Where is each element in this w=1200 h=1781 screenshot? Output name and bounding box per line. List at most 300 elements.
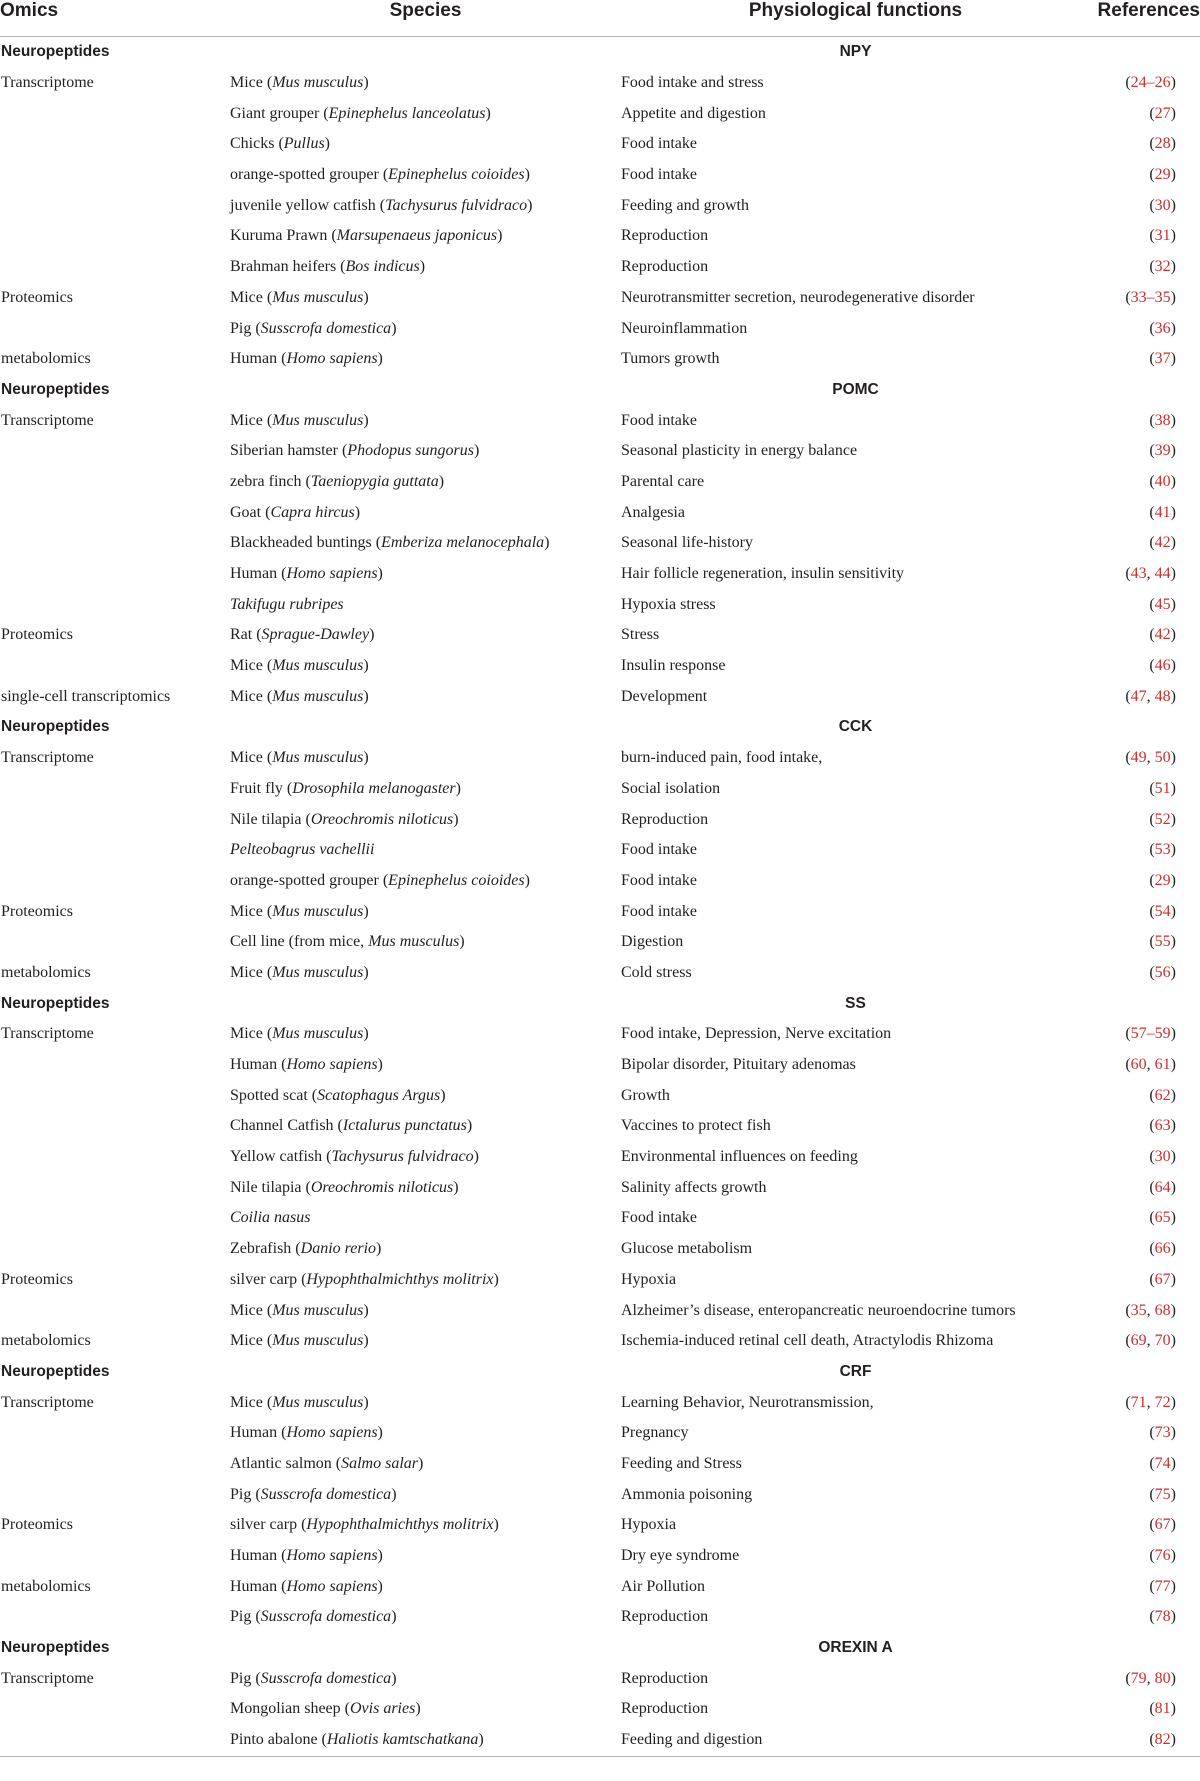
table-row — [0, 804, 1200, 835]
ref-paren: ) — [1170, 1393, 1176, 1411]
references-cell — [1090, 774, 1200, 805]
table-row — [0, 1479, 1200, 1510]
table-row — [0, 1111, 1200, 1142]
function-cell: Feeding and growth — [621, 196, 749, 214]
reference-link[interactable]: 79 — [1130, 1669, 1147, 1687]
ref-paren: ) — [1170, 657, 1176, 675]
reference-link[interactable]: 65 — [1154, 1209, 1171, 1227]
omics-cell — [0, 1725, 230, 1756]
reference-link[interactable]: 75 — [1154, 1485, 1171, 1503]
species-scientific-name: Danio rerio — [300, 1240, 377, 1258]
species-suffix: ) — [459, 933, 465, 951]
references-cell — [1090, 1418, 1200, 1449]
species-cell — [230, 283, 621, 314]
reference-link[interactable]: 37 — [1154, 350, 1171, 368]
ref-paren: ( — [1125, 1301, 1131, 1319]
ref-paren: ) — [1170, 1056, 1176, 1074]
species-suffix: ) — [455, 779, 461, 797]
references-cell — [1090, 1050, 1200, 1081]
reference-link[interactable]: 53 — [1154, 841, 1171, 859]
species-common-name: Atlantic salmon ( — [230, 1454, 342, 1472]
omics-cell — [0, 221, 230, 252]
reference-link[interactable]: 66 — [1154, 1240, 1171, 1258]
ref-separator: , — [1146, 1056, 1155, 1074]
ref-paren: ( — [1149, 1454, 1155, 1472]
reference-link[interactable]: 57–59 — [1130, 1025, 1171, 1043]
species-common-name: orange-spotted grouper ( — [230, 166, 389, 184]
ref-separator: , — [1146, 687, 1155, 705]
ref-paren: ( — [1125, 1669, 1131, 1687]
section-label: Neuropeptides — [1, 43, 110, 61]
species-suffix: ) — [466, 1117, 473, 1135]
ref-paren: ( — [1149, 319, 1155, 337]
ref-paren: ) — [1170, 74, 1176, 92]
function-cell: Ischemia-induced retinal cell death, Atractylodis Rhizoma — [621, 1332, 994, 1350]
neuropeptide-name: CRF — [839, 1362, 872, 1380]
species-common-name: Mice ( — [230, 288, 273, 306]
references-cell — [1090, 681, 1200, 712]
reference-link[interactable]: 72 — [1154, 1393, 1171, 1411]
species-cell — [230, 1111, 621, 1142]
omics-cell — [0, 313, 230, 344]
reference-link[interactable]: 28 — [1154, 135, 1171, 153]
reference-link[interactable]: 61 — [1154, 1056, 1171, 1074]
ref-paren: ( — [1149, 1209, 1155, 1227]
function-cell: Growth — [621, 1086, 670, 1104]
species-suffix: ) — [524, 166, 530, 184]
table-row — [0, 160, 1200, 191]
references-cell — [1090, 1602, 1200, 1633]
ref-paren: ) — [1170, 1516, 1176, 1534]
reference-link[interactable]: 43 — [1130, 565, 1147, 583]
neuropeptide-name: CCK — [838, 718, 873, 736]
omics-cell: Transcriptome — [1, 1025, 94, 1043]
ref-paren: ) — [1170, 319, 1176, 337]
section-header-row — [0, 1633, 1200, 1664]
species-cell — [230, 221, 621, 252]
ref-paren: ( — [1149, 1424, 1155, 1442]
references-cell — [1090, 896, 1200, 927]
species-scientific-name: Tachysurus fulvidraco — [331, 1148, 474, 1166]
ref-paren: ) — [1170, 166, 1176, 184]
ref-separator: , — [1146, 565, 1155, 583]
species-scientific-name: Scatophagus Argus — [317, 1086, 441, 1104]
species-suffix: ) — [363, 288, 369, 306]
reference-link[interactable]: 67 — [1154, 1516, 1171, 1534]
table-row — [0, 1050, 1200, 1081]
ref-paren: ( — [1149, 626, 1155, 644]
reference-link[interactable]: 82 — [1154, 1731, 1171, 1749]
species-suffix: ) — [473, 1148, 479, 1166]
species-common-name: Siberian hamster ( — [230, 442, 348, 460]
ref-paren: ) — [1170, 258, 1176, 276]
omics-cell — [0, 1418, 230, 1449]
table-row — [0, 528, 1200, 559]
function-cell: Reproduction — [621, 1669, 709, 1687]
reference-link[interactable]: 36 — [1154, 319, 1171, 337]
reference-link[interactable]: 42 — [1154, 626, 1171, 644]
species-scientific-name: Mus musculus — [272, 1393, 364, 1411]
omics-cell — [0, 1172, 230, 1203]
species-common-name: Human ( — [230, 565, 287, 583]
species-scientific-name: Mus musculus — [368, 933, 460, 951]
table-row — [0, 1725, 1200, 1756]
species-scientific-name: Salmo salar — [341, 1454, 418, 1472]
species-common-name: silver carp ( — [230, 1270, 307, 1288]
table-row — [0, 1571, 1200, 1602]
species-common-name: Human ( — [230, 350, 287, 368]
reference-link[interactable]: 67 — [1154, 1270, 1171, 1288]
function-cell: Glucose metabolism — [621, 1240, 753, 1258]
ref-separator: , — [1146, 1301, 1155, 1319]
species-scientific-name: Pullus — [283, 135, 325, 153]
reference-link[interactable]: 46 — [1154, 657, 1171, 675]
function-cell: Food intake — [621, 166, 697, 184]
species-scientific-name: Homo sapiens — [286, 1547, 378, 1565]
function-cell: Food intake — [621, 841, 697, 859]
omics-cell — [0, 436, 230, 467]
ref-paren: ) — [1170, 1731, 1176, 1749]
species-suffix: ) — [391, 319, 397, 337]
ref-paren: ( — [1149, 902, 1155, 920]
reference-link[interactable]: 44 — [1154, 565, 1171, 583]
ref-paren: ) — [1170, 902, 1176, 920]
table-row — [0, 1602, 1200, 1633]
reference-link[interactable]: 52 — [1154, 810, 1171, 828]
species-scientific-name: Pelteobagrus vachellii — [230, 841, 375, 859]
section-spacer — [1090, 37, 1200, 68]
references-cell — [1090, 1234, 1200, 1265]
ref-paren: ( — [1149, 135, 1155, 153]
species-common-name: Channel Catfish ( — [230, 1117, 343, 1135]
species-common-name: Mice ( — [230, 687, 273, 705]
species-cell — [230, 1050, 621, 1081]
ref-paren: ( — [1149, 227, 1155, 245]
species-scientific-name: Mus musculus — [272, 288, 364, 306]
reference-link[interactable]: 30 — [1154, 196, 1171, 214]
species-suffix: ) — [493, 1516, 499, 1534]
function-cell: Bipolar disorder, Pituitary adenomas — [621, 1056, 856, 1074]
omics-cell: Transcriptome — [1, 411, 94, 429]
reference-link[interactable]: 55 — [1154, 933, 1171, 951]
reference-link[interactable]: 29 — [1154, 166, 1171, 184]
reference-link[interactable]: 38 — [1154, 411, 1171, 429]
reference-link[interactable]: 29 — [1154, 871, 1171, 889]
species-common-name: Mice ( — [230, 411, 273, 429]
species-scientific-name: Phodopus sungorus — [347, 442, 474, 460]
reference-link[interactable]: 56 — [1154, 963, 1171, 981]
reference-link[interactable]: 78 — [1154, 1608, 1171, 1626]
species-cell — [230, 1663, 621, 1694]
species-suffix: ) — [391, 1485, 397, 1503]
reference-link[interactable]: 39 — [1154, 442, 1171, 460]
reference-link[interactable]: 27 — [1154, 104, 1171, 122]
function-cell: Food intake, Depression, Nerve excitation — [621, 1025, 892, 1043]
reference-link[interactable]: 31 — [1154, 227, 1171, 245]
table-row — [0, 436, 1200, 467]
function-cell: Hypoxia — [621, 1270, 677, 1288]
ref-paren: ) — [1170, 350, 1176, 368]
table-row — [0, 589, 1200, 620]
table-row — [0, 774, 1200, 805]
species-scientific-name: Susscrofa domestica — [260, 1608, 392, 1626]
table-row — [0, 1203, 1200, 1234]
species-scientific-name: Epinephelus coioides — [388, 166, 525, 184]
species-cell — [230, 804, 621, 835]
neuropeptide-name: OREXIN A — [818, 1639, 893, 1657]
table-row — [0, 743, 1200, 774]
reference-link[interactable]: 30 — [1154, 1148, 1171, 1166]
reference-link[interactable]: 80 — [1154, 1669, 1171, 1687]
ref-paren: ) — [1170, 810, 1176, 828]
species-scientific-name: Mus musculus — [272, 74, 364, 92]
ref-paren: ( — [1149, 1117, 1155, 1135]
function-cell: Vaccines to protect fish — [621, 1117, 771, 1135]
omics-cell: Proteomics — [1, 288, 73, 306]
ref-paren: ( — [1149, 1547, 1155, 1565]
omics-cell — [0, 160, 230, 191]
table-row — [0, 651, 1200, 682]
reference-link[interactable]: 35 — [1130, 1301, 1147, 1319]
species-scientific-name: Epinephelus lanceolatus — [328, 104, 486, 122]
function-cell: Insulin response — [621, 657, 726, 675]
species-scientific-name: Mus musculus — [272, 1025, 364, 1043]
ref-paren: ( — [1149, 871, 1155, 889]
species-suffix: ) — [493, 1270, 499, 1288]
species-cell — [230, 1418, 621, 1449]
function-cell: Food intake — [621, 411, 697, 429]
species-common-name: Mice ( — [230, 1332, 273, 1350]
reference-link[interactable]: 49 — [1130, 749, 1147, 767]
omics-cell — [0, 1203, 230, 1234]
species-suffix: ) — [527, 196, 533, 214]
references-cell — [1090, 497, 1200, 528]
ref-paren: ( — [1149, 166, 1155, 184]
table-row — [0, 68, 1200, 99]
reference-link[interactable]: 48 — [1154, 687, 1171, 705]
species-cell — [230, 313, 621, 344]
reference-link[interactable]: 32 — [1154, 258, 1171, 276]
references-cell — [1090, 1142, 1200, 1173]
ref-paren: ( — [1125, 749, 1131, 767]
references-cell — [1090, 436, 1200, 467]
table-row — [0, 1080, 1200, 1111]
ref-paren: ( — [1149, 933, 1155, 951]
reference-link[interactable]: 24–26 — [1130, 74, 1171, 92]
function-cell: Tumors growth — [621, 350, 720, 368]
species-common-name: Nile tilapia ( — [230, 810, 311, 828]
reference-link[interactable]: 40 — [1154, 472, 1171, 490]
section-header-row — [0, 375, 1200, 406]
species-common-name: Human ( — [230, 1577, 287, 1595]
reference-link[interactable]: 41 — [1154, 503, 1171, 521]
species-scientific-name: Sprague-Dawley — [261, 626, 370, 644]
species-common-name: Human ( — [230, 1424, 287, 1442]
ref-paren: ( — [1149, 841, 1155, 859]
reference-link[interactable]: 63 — [1154, 1117, 1171, 1135]
reference-link[interactable]: 81 — [1154, 1700, 1171, 1718]
species-suffix: ) — [377, 565, 383, 583]
species-scientific-name: Haliotis kamtschatkana — [326, 1731, 479, 1749]
ref-paren: ( — [1149, 595, 1155, 613]
species-cell — [230, 190, 621, 221]
references-cell — [1090, 1694, 1200, 1725]
references-cell — [1090, 190, 1200, 221]
table-row — [0, 98, 1200, 129]
header-omics: Omics — [0, 0, 230, 37]
species-cell — [230, 467, 621, 498]
section-header-row — [0, 988, 1200, 1019]
function-cell: Hypoxia — [621, 1516, 677, 1534]
reference-link[interactable]: 50 — [1154, 749, 1171, 767]
table-row — [0, 1449, 1200, 1480]
ref-paren: ( — [1149, 1086, 1155, 1104]
species-suffix: ) — [497, 227, 503, 245]
omics-cell — [0, 1541, 230, 1572]
function-cell: Hair follicle regeneration, insulin sensitivity — [621, 565, 905, 583]
reference-link[interactable]: 54 — [1154, 902, 1171, 920]
omics-cell: Transcriptome — [1, 1393, 94, 1411]
function-cell: Feeding and Stress — [621, 1454, 742, 1472]
omics-cell: Proteomics — [1, 626, 73, 644]
omics-cell — [0, 190, 230, 221]
references-cell — [1090, 1019, 1200, 1050]
function-cell: Digestion — [621, 933, 684, 951]
table-row — [0, 620, 1200, 651]
species-scientific-name: Coilia nasus — [230, 1209, 311, 1227]
table-row — [0, 405, 1200, 436]
table-row — [0, 1326, 1200, 1357]
reference-link[interactable]: 71 — [1130, 1393, 1147, 1411]
ref-paren: ) — [1170, 135, 1176, 153]
species-common-name: Giant grouper ( — [230, 104, 329, 122]
function-cell: Feeding and digestion — [621, 1725, 1090, 1756]
ref-paren: ) — [1170, 1025, 1176, 1043]
omics-cell — [0, 129, 230, 160]
species-cell — [230, 835, 621, 866]
species-common-name: Zebrafish ( — [230, 1240, 301, 1258]
species-scientific-name: Mus musculus — [272, 963, 364, 981]
species-cell — [230, 528, 621, 559]
omics-cell — [0, 1111, 230, 1142]
references-cell — [1090, 559, 1200, 590]
reference-link[interactable]: 70 — [1154, 1332, 1171, 1350]
section-spacer — [230, 712, 621, 743]
species-common-name: Mice ( — [230, 749, 273, 767]
species-scientific-name: Homo sapiens — [286, 350, 378, 368]
reference-link[interactable]: 51 — [1154, 779, 1171, 797]
reference-link[interactable]: 62 — [1154, 1086, 1171, 1104]
reference-link[interactable]: 42 — [1154, 534, 1171, 552]
ref-paren: ) — [1170, 1240, 1176, 1258]
function-cell: Alzheimer’s disease, enteropancreatic neuroendocrine tumors — [621, 1301, 1016, 1319]
section-spacer — [230, 1633, 621, 1664]
species-common-name: Cell line (from mice, — [230, 933, 369, 951]
section-label: Neuropeptides — [1, 1362, 110, 1380]
species-scientific-name: Oreochromis niloticus — [310, 1178, 454, 1196]
reference-link[interactable]: 45 — [1154, 595, 1171, 613]
table-row — [0, 221, 1200, 252]
species-suffix: ) — [415, 1700, 421, 1718]
reference-link[interactable]: 73 — [1154, 1424, 1171, 1442]
omics-cell — [0, 1080, 230, 1111]
table-row — [0, 1663, 1200, 1694]
species-cell — [230, 1510, 621, 1541]
species-cell — [230, 497, 621, 528]
function-cell: Reproduction — [621, 1700, 709, 1718]
ref-paren: ( — [1149, 1608, 1155, 1626]
function-cell: Social isolation — [621, 779, 721, 797]
section-spacer — [1090, 712, 1200, 743]
species-suffix: ) — [363, 687, 369, 705]
species-suffix: ) — [544, 534, 550, 552]
reference-link[interactable]: 77 — [1154, 1577, 1171, 1595]
table-row — [0, 1510, 1200, 1541]
reference-link[interactable]: 33–35 — [1130, 288, 1171, 306]
omics-cell — [0, 651, 230, 682]
function-cell: Food intake — [621, 871, 697, 889]
ref-paren: ) — [1170, 104, 1176, 122]
references-cell — [1090, 160, 1200, 191]
neuropeptide-name: POMC — [832, 380, 879, 398]
species-common-name: Kuruma Prawn ( — [230, 227, 337, 245]
reference-link[interactable]: 69 — [1130, 1332, 1147, 1350]
function-cell: Hypoxia stress — [621, 595, 716, 613]
species-common-name: Pig ( — [230, 319, 261, 337]
table-row — [0, 896, 1200, 927]
reference-link[interactable]: 60 — [1130, 1056, 1147, 1074]
species-suffix: ) — [485, 104, 491, 122]
ref-separator: , — [1146, 1393, 1155, 1411]
species-suffix: ) — [377, 1547, 383, 1565]
ref-paren: ) — [1170, 1332, 1176, 1350]
omics-cell: Transcriptome — [1, 1669, 94, 1687]
omics-cell — [0, 1142, 230, 1173]
ref-paren: ) — [1170, 1454, 1176, 1472]
reference-link[interactable]: 76 — [1154, 1547, 1171, 1565]
ref-paren: ( — [1149, 1577, 1155, 1595]
references-cell — [1090, 866, 1200, 897]
species-suffix: ) — [363, 1301, 369, 1319]
ref-paren: ( — [1149, 472, 1155, 490]
table-header — [0, 0, 1200, 37]
species-suffix: ) — [377, 1577, 383, 1595]
ref-paren: ( — [1149, 1516, 1155, 1534]
species-cell — [230, 774, 621, 805]
species-suffix: ) — [478, 1731, 484, 1749]
function-cell: Development — [621, 687, 708, 705]
references-cell — [1090, 1571, 1200, 1602]
reference-link[interactable]: 68 — [1154, 1301, 1171, 1319]
species-scientific-name: Mus musculus — [272, 1301, 364, 1319]
header-row — [0, 0, 1200, 37]
species-scientific-name: Tachysurus fulvidraco — [385, 196, 528, 214]
ref-paren: ( — [1125, 1332, 1131, 1350]
reference-link[interactable]: 64 — [1154, 1178, 1171, 1196]
species-cell — [230, 1234, 621, 1265]
references-cell — [1090, 1326, 1200, 1357]
species-scientific-name: Mus musculus — [272, 1332, 364, 1350]
species-suffix: ) — [391, 1669, 397, 1687]
reference-link[interactable]: 47 — [1130, 687, 1147, 705]
table-row — [0, 467, 1200, 498]
omics-cell — [0, 1694, 230, 1725]
table-row — [0, 129, 1200, 160]
reference-link[interactable]: 74 — [1154, 1454, 1171, 1472]
ref-paren: ) — [1170, 442, 1176, 460]
species-suffix: ) — [391, 1608, 397, 1626]
table-row — [0, 1418, 1200, 1449]
